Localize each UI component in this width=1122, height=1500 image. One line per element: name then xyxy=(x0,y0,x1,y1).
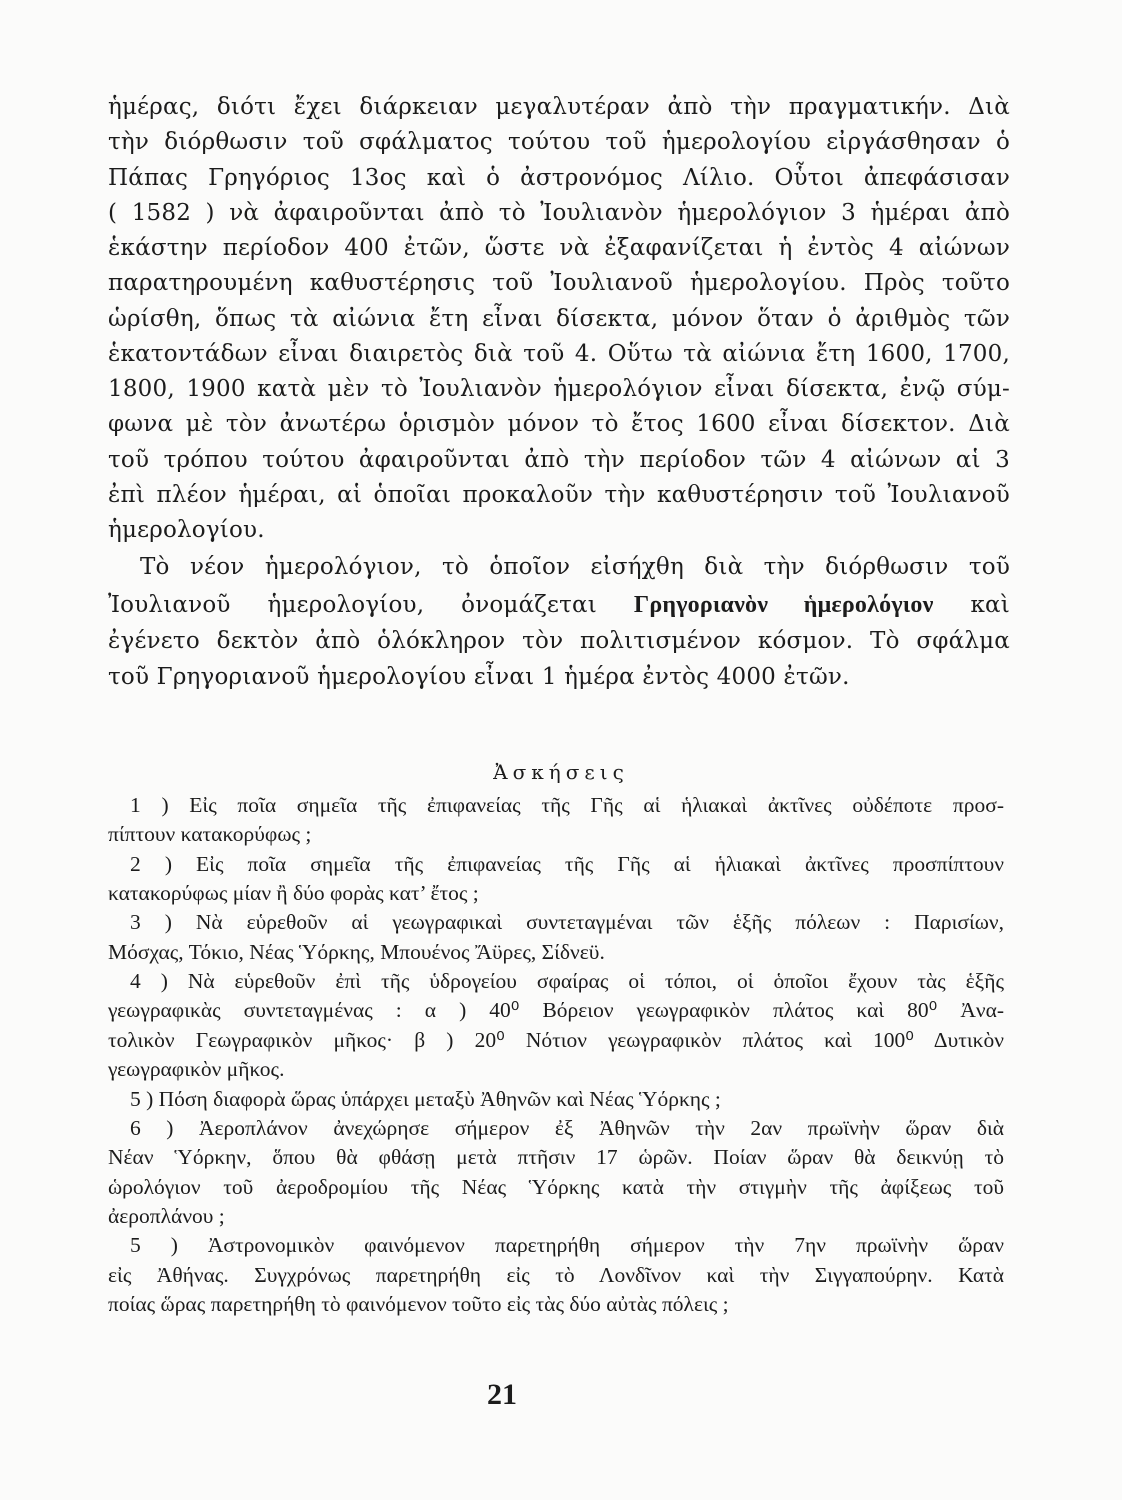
text-line: ἡμέρας, διότι ἔχει διάρκειαν μεγαλυτέραν ἀπὸ τὴν πραγματικήν. Διὰ xyxy=(108,94,1010,120)
exercise-line: 4 ) Νὰ εὑρεθοῦν ἐπὶ τῆς ὑδρογείου σφαίρας οἱ τόποι, οἱ ὁποῖοι ἔχουν τὰς ἑξῆς xyxy=(130,969,1004,994)
text-line: ( 1582 ) νὰ ἀφαιροῦνται ἀπὸ τὸ Ἰουλιανὸν ἡμερολόγιον 3 ἡμέραι ἀπὸ xyxy=(108,199,1010,226)
page-number: 21 xyxy=(487,1378,517,1411)
exercise-line: γεωγραφικὰς συντεταγμένας : α ) 40⁰ Βόρειον γεωγραφικὸν πλάτος καὶ 80⁰ Ἀνα- xyxy=(108,998,1004,1023)
text-line: 1800, 1900 κατὰ μὲν τὸ Ἰουλιανὸν ἡμερολόγιον εἶναι δίσεκτα, ἐνῷ σύμ- xyxy=(108,376,1010,402)
text-line: τοῦ Γρηγοριανοῦ ἡμερολογίου εἶναι 1 ἡμέρα ἐντὸς 4000 ἐτῶν. xyxy=(108,664,850,690)
text-line: φωνα μὲ τὸν ἀνωτέρω ὁρισμὸν μόνον τὸ ἔτος 1600 εἶναι δίσεκτον. Διὰ xyxy=(108,411,1010,438)
exercise-line: 2 ) Εἰς ποῖα σημεῖα τῆς ἐπιφανείας τῆς Γῆς αἱ ἡλιακαὶ ἀκτῖνες προσπίπτουν xyxy=(130,851,1004,876)
exercise-line: Νέαν Ὑόρκην, ὅπου θὰ φθάσῃ μετὰ πτῆσιν 17 ὡρῶν. Ποίαν ὥραν θὰ δεικνύῃ τὸ xyxy=(108,1145,1004,1170)
exercise-line: κατακορύφως μίαν ἢ δύο φορὰς κατ’ ἔτος ; xyxy=(108,881,479,906)
exercise-line: 6 ) Ἀεροπλάνον ἀνεχώρησε σήμερον ἐξ Ἀθηνῶν τὴν 2αν πρωϊνὴν ὥραν διὰ xyxy=(130,1115,1004,1140)
exercise-line: ἀεροπλάνου ; xyxy=(108,1203,225,1228)
text-line: τοῦ τρόπου τούτου ἀφαιροῦνται ἀπὸ τὴν περίοδον τῶν 4 αἰώνων αἱ 3 xyxy=(108,446,1010,473)
exercises-heading: Ἀσκήσεις xyxy=(493,760,629,784)
text-line: Πάπας Γρηγόριος 13ος καὶ ὁ ἀστρονόμος Λίλιο. Οὗτοι ἀπεφάσισαν xyxy=(108,164,1010,191)
exercise-line: πίπτουν κατακορύφως ; xyxy=(108,822,312,847)
text-line: ἑκατοντάδων εἶναι διαιρετὸς διὰ τοῦ 4. Οὕτω τὰ αἰώνια ἔτη 1600, 1700, xyxy=(108,340,1010,367)
text-line: παρατηρουμένη καθυστέρησις τοῦ Ἰουλιανοῦ ἡμερολογίου. Πρὸς τοῦτο xyxy=(108,270,1010,297)
exercise-line: 1 ) Εἰς ποῖα σημεῖα τῆς ἐπιφανείας τῆς Γῆς αἱ ἡλιακαὶ ἀκτῖνες οὐδέποτε προσ- xyxy=(130,793,1004,817)
exercise-line: εἰς Ἀθήνας. Συγχρόνως παρετηρήθη εἰς τὸ Λονδῖνον καὶ τὴν Σιγγαπούρην. Κατὰ xyxy=(108,1262,1004,1287)
exercise-line: 5 ) Πόση διαφορὰ ὥρας ὑπάρχει μεταξὺ Ἀθηνῶν καὶ Νέας Ὑόρκης ; xyxy=(130,1086,721,1111)
text-span: καὶ xyxy=(933,592,1010,618)
text-line: ὡρίσθη, ὅπως τὰ αἰώνια ἔτη εἶναι δίσεκτα, μόνον ὅταν ὁ ἀριθμὸς τῶν xyxy=(108,305,1010,332)
text-line: ἡμερολογίου. xyxy=(108,517,265,543)
text-line: ἑκάστην περίοδον 400 ἐτῶν, ὥστε νὰ ἐξαφανίζεται ἡ ἐντὸς 4 αἰώνων xyxy=(108,235,1010,261)
exercise-line: 3 ) Νὰ εὑρεθοῦν αἱ γεωγραφικαὶ συντεταγμέναι τῶν ἑξῆς πόλεων : Παρισίων, xyxy=(130,910,1004,935)
exercise-line: τολικὸν Γεωγραφικὸν μῆκος· β ) 20⁰ Νότιον γεωγραφικὸν πλάτος καὶ 100⁰ Δυτικὸν xyxy=(108,1027,1004,1052)
text-line: ἐπὶ πλέον ἡμέραι, αἱ ὁποῖαι προκαλοῦν τὴν καθυστέρησιν τοῦ Ἰουλιανοῦ xyxy=(108,481,1010,508)
exercise-line: Μόσχας, Τόκιο, Νέας Ὑόρκης, Μπουένος Ἄϋρες, Σίδνεϋ. xyxy=(108,939,605,964)
text-line: Τὸ νέον ἡμερολόγιον, τὸ ὁποῖον εἰσήχθη διὰ τὴν διόρθωσιν τοῦ xyxy=(140,554,1010,580)
bold-term: Γρηγοριανὸν ἡμερολόγιον xyxy=(633,592,934,618)
exercise-line: ὡρολόγιον τοῦ ἀεροδρομίου τῆς Νέας Ὑόρκης κατὰ τὴν στιγμὴν τῆς ἀφίξεως τοῦ xyxy=(108,1174,1004,1199)
text-line xyxy=(108,587,1010,623)
text-span: Ἰουλιανοῦ ἡμερολογίου, ὀνομάζεται xyxy=(108,592,634,618)
text-line: τὴν διόρθωσιν τοῦ σφάλματος τούτου τοῦ ἡμερολογίου εἰργάσθησαν ὁ xyxy=(108,129,1010,156)
exercise-line: γεωγραφικὸν μῆκος. xyxy=(108,1057,285,1082)
text-line: ἐγένετο δεκτὸν ἀπὸ ὁλόκληρον τὸν πολιτισμένον κόσμον. Τὸ σφάλμα xyxy=(108,628,1010,654)
exercise-line: 5 ) Ἀστρονομικὸν φαινόμενον παρετηρήθη σήμερον τὴν 7ην πρωϊνὴν ὥραν xyxy=(130,1233,1004,1258)
exercise-line: ποίας ὥρας παρετηρήθη τὸ φαινόμενον τοῦτο εἰς τὰς δύο αὐτὰς πόλεις ; xyxy=(108,1291,729,1316)
